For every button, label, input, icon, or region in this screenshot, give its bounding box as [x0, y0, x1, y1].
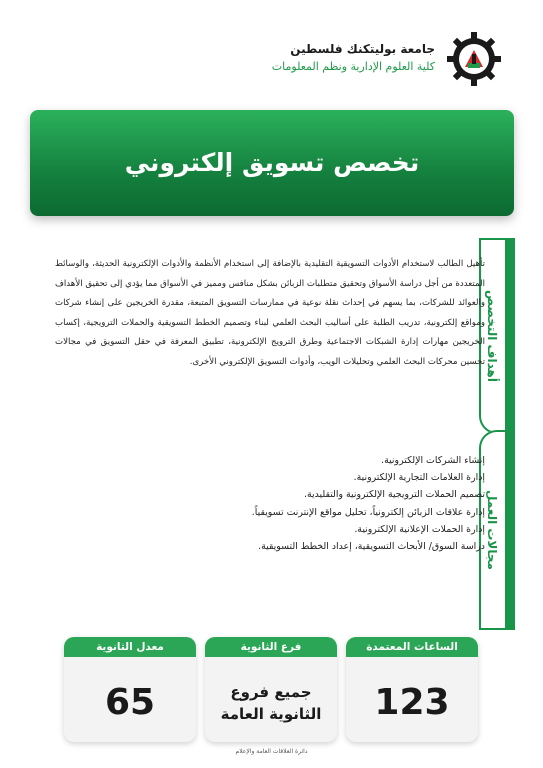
list-item: تصميم الحملات الترويجية الإلكترونية والتقليدية. [303, 489, 485, 501]
school-average-label: معدل الثانوية [64, 637, 196, 657]
credit-hours-label: الساعات المعتمدة [346, 637, 478, 657]
title-banner [30, 110, 514, 216]
school-branch-line1: جميع فروع [230, 682, 312, 701]
list-item: إدارة الحملات الإعلانية الإلكترونية. [354, 523, 485, 535]
fields-list [65, 452, 485, 555]
school-branch-line2: الثانوية العامة [220, 704, 322, 723]
school-average-value: 65 [104, 682, 156, 723]
footer-text: دائرة العلاقات العامة والإعلام [235, 748, 308, 755]
college-name: كلية العلوم الإدارية ونظم المعلومات [271, 60, 435, 73]
list-item: دراسة السوق/ الأبحاث التسويقية، إعداد الخطط التسويقية. [258, 541, 485, 553]
fields-tab-label: مجالات العمل [485, 490, 499, 570]
goals-tab-label: أهداف التخصص [485, 290, 499, 382]
list-item: إدارة العلامات التجارية الإلكترونية. [353, 472, 485, 484]
header [33, 30, 503, 90]
credit-hours-value: 123 [374, 682, 450, 723]
school-branch-value [205, 663, 337, 742]
gear-logo-icon [445, 30, 503, 88]
school-branch-label: فرع الثانوية [205, 637, 337, 657]
tab-stripe [505, 430, 515, 630]
list-item: إدارة علاقات الزبائن إلكترونياً، تحليل مواقع الإنترنت تسويقياً. [251, 506, 485, 518]
tab-stripe [505, 238, 515, 434]
page-title: تخصص تسويق إلكتروني [124, 148, 420, 177]
goals-paragraph: تأهيل الطالب لاستخدام الأدوات التسويقية التقليدية بالإضافة إلى استخدام الأنظمة والأدوات الإلكترونية الحديثة، والوسائط المتعددة من أجل دراسة الأسواق وتحقيق متطلبات الزبائن بشكل منافس ومميز في الأسواق مما يؤدي إلى تحقيق الأهداف والعوائد للشركات، بما يسهم في إحداث نقلة نوعية في ممارسات التسويق المتبعة، مقدرة الخريجين على إنشاء شركات ومواقع إلكترونية، تدريب الطلبة على أساليب البحث العلمي لبناء وتصميم الخطط التسويقية والحملات الترويجية، إكساب الخريجين مهارات إدارة الشبكات الاجتماعية وطرق الترويج الإلكترونية، تطبيق المعرفة في حقل التسويق في مجالات تحسين محركات البحث العلمي وتحليلات الويب، وأدوات التسويق الإلكتروني الأخرى. [55, 259, 485, 367]
school-average-card [64, 637, 196, 742]
school-branch-card [205, 637, 337, 742]
list-item: إنشاء الشركات الإلكترونية. [381, 455, 485, 466]
university-name: جامعة بوليتكنك فلسطين [290, 42, 435, 56]
credit-hours-card [346, 637, 478, 742]
